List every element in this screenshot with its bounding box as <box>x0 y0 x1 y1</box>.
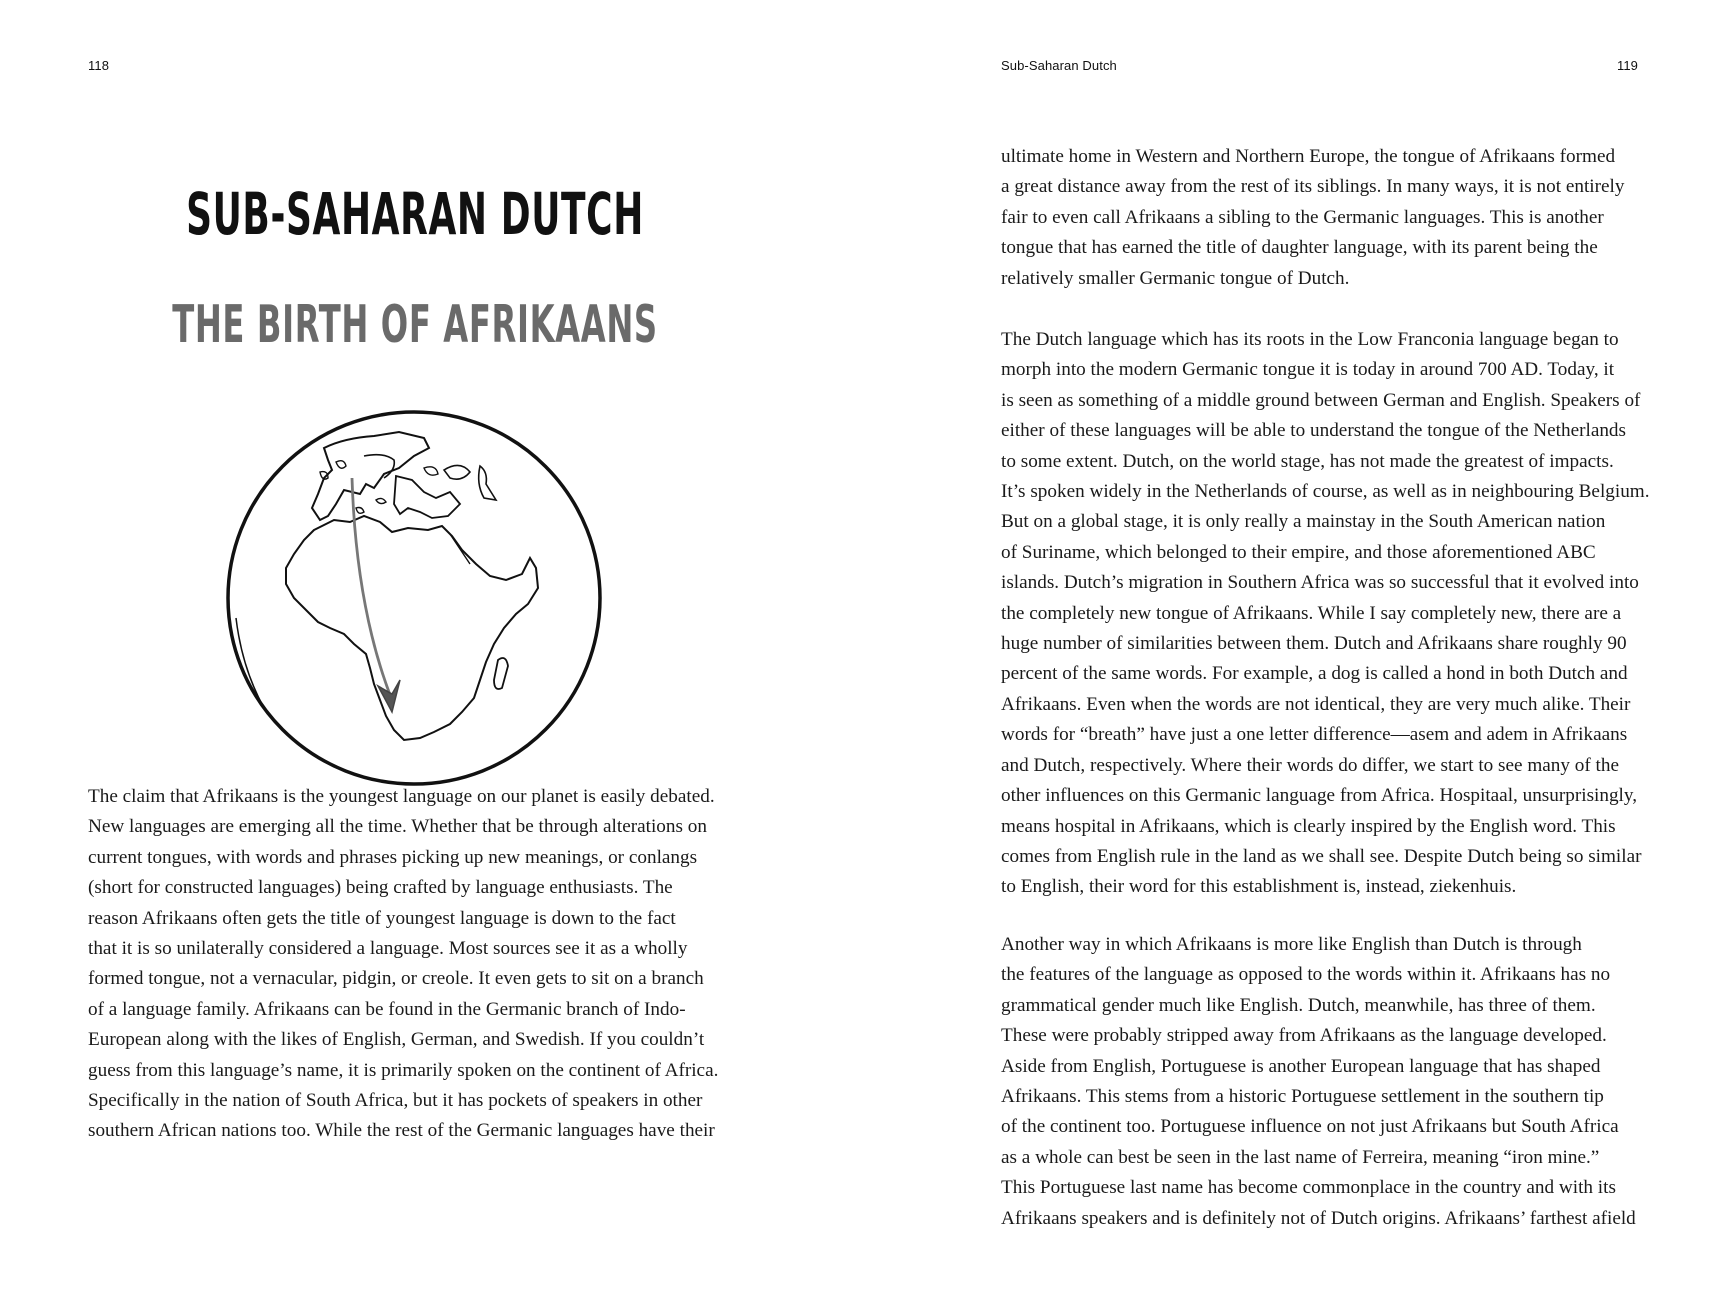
body-paragraph <box>1001 930 1681 1234</box>
text-line: of Suriname, which belonged to their empire, and those aforementioned ABC <box>1001 541 1596 563</box>
text-line: tongue that has earned the title of daughter language, with its parent being the <box>1001 237 1598 259</box>
globe-africa-migration-arrow-icon <box>224 408 604 788</box>
text-line: grammatical gender much like English. Dutch, meanwhile, has three of them. <box>1001 994 1596 1016</box>
text-line: The Dutch language which has its roots in the Low Franconia language began to <box>1001 329 1619 350</box>
text-line: Aside from English, Portuguese is another European language that has shaped <box>1001 1055 1601 1077</box>
text-line: percent of the same words. For example, a dog is called a hond in both Dutch and <box>1001 663 1628 685</box>
text-line: southern African nations too. While the rest of the Germanic languages have their <box>88 1120 715 1142</box>
text-line: Another way in which Afrikaans is more like English than Dutch is through <box>1001 934 1582 955</box>
text-line: It’s spoken widely in the Netherlands of course, as well as in neighbouring Belgium. <box>1001 481 1650 503</box>
text-line: European along with the likes of English, German, and Swedish. If you couldn’t <box>88 1029 705 1051</box>
text-line: formed tongue, not a vernacular, pidgin, or creole. It even gets to sit on a branch <box>88 968 704 990</box>
text-line: This Portuguese last name has become commonplace in the country and with its <box>1001 1177 1616 1199</box>
text-line: current tongues, with words and phrases picking up new meanings, or conlangs <box>88 846 698 868</box>
text-line: Afrikaans speakers and is definitely not of Dutch origins. Afrikaans’ farthest afield <box>1001 1207 1636 1229</box>
text-line: islands. Dutch’s migration in Southern Africa was so successful that it evolved into <box>1001 572 1639 594</box>
text-line: guess from this language’s name, it is primarily spoken on the continent of Africa. <box>88 1059 719 1081</box>
text-line: Afrikaans. This stems from a historic Portuguese settlement in the southern tip <box>1001 1086 1604 1108</box>
running-head: Sub-Saharan Dutch <box>1001 58 1117 73</box>
text-line: fair to even call Afrikaans a sibling to the Germanic languages. This is another <box>1001 206 1604 228</box>
text-line: that it is so unilaterally considered a language. Most sources see it as a wholly <box>88 938 688 960</box>
chapter-title: SUB-SAHARAN DUTCH <box>186 180 644 248</box>
text-line: of the continent too. Portuguese influence on not just Afrikaans but South Africa <box>1001 1116 1619 1138</box>
text-line: But on a global stage, it is only really a mainstay in the South American nation <box>1001 511 1606 533</box>
right-page <box>864 0 1728 1296</box>
body-paragraph <box>1001 325 1681 903</box>
text-line: Afrikaans. Even when the words are not identical, they are very much alike. Their <box>1001 693 1631 715</box>
text-line: relatively smaller Germanic tongue of Dutch. <box>1001 267 1350 289</box>
text-line: New languages are emerging all the time. Whether that be through alterations on <box>88 816 707 838</box>
body-paragraph <box>88 782 768 1147</box>
text-line: ultimate home in Western and Northern Europe, the tongue of Afrikaans formed <box>1001 146 1616 167</box>
text-line: the completely new tongue of Afrikaans. While I say completely new, there are a <box>1001 602 1622 624</box>
page-number: 119 <box>1616 58 1638 73</box>
text-line: The claim that Afrikaans is the youngest language on our planet is easily debated. <box>88 786 715 807</box>
text-line: and Dutch, respectively. Where their words do differ, we start to see many of the <box>1001 754 1619 776</box>
text-line: reason Afrikaans often gets the title of youngest language is down to the fact <box>88 907 676 929</box>
text-line: a great distance away from the rest of its siblings. In many ways, it is not entirely <box>1001 176 1625 198</box>
text-line: Specifically in the nation of South Africa, but it has pockets of speakers in other <box>88 1090 703 1112</box>
text-line: means hospital in Afrikaans, which is clearly inspired by the English word. This <box>1001 815 1616 837</box>
page-number: 118 <box>88 58 110 73</box>
text-line: huge number of similarities between them. Dutch and Afrikaans share roughly 90 <box>1001 633 1627 655</box>
text-line: to English, their word for this establishment is, instead, ziekenhuis. <box>1001 876 1517 898</box>
chapter-subtitle: THE BIRTH OF AFRIKAANS <box>172 295 658 355</box>
text-line: morph into the modern Germanic tongue it is today in around 700 AD. Today, it <box>1001 359 1615 381</box>
text-line: comes from English rule in the land as we shall see. Despite Dutch being so similar <box>1001 845 1642 867</box>
text-line: (short for constructed languages) being crafted by language enthusiasts. The <box>88 877 673 899</box>
text-line: of a language family. Afrikaans can be found in the Germanic branch of Indo- <box>88 998 686 1020</box>
text-line: is seen as something of a middle ground between German and English. Speakers of <box>1001 389 1641 411</box>
text-line: These were probably stripped away from Afrikaans as the language developed. <box>1001 1025 1607 1047</box>
text-line: other influences on this Germanic language from Africa. Hospitaal, unsurprisingly, <box>1001 785 1638 807</box>
text-line: either of these languages will be able to understand the tongue of the Netherlands <box>1001 420 1626 442</box>
text-line: the features of the language as opposed to the words within it. Afrikaans has no <box>1001 964 1611 986</box>
text-line: words for “breath” have just a one letter difference—asem and adem in Afrikaans <box>1001 724 1628 746</box>
body-paragraph <box>1001 142 1681 294</box>
text-line: to some extent. Dutch, on the world stage, has not made the greatest of impacts. <box>1001 450 1614 472</box>
text-line: as a whole can best be seen in the last name of Ferreira, meaning “iron mine.” <box>1001 1146 1600 1168</box>
